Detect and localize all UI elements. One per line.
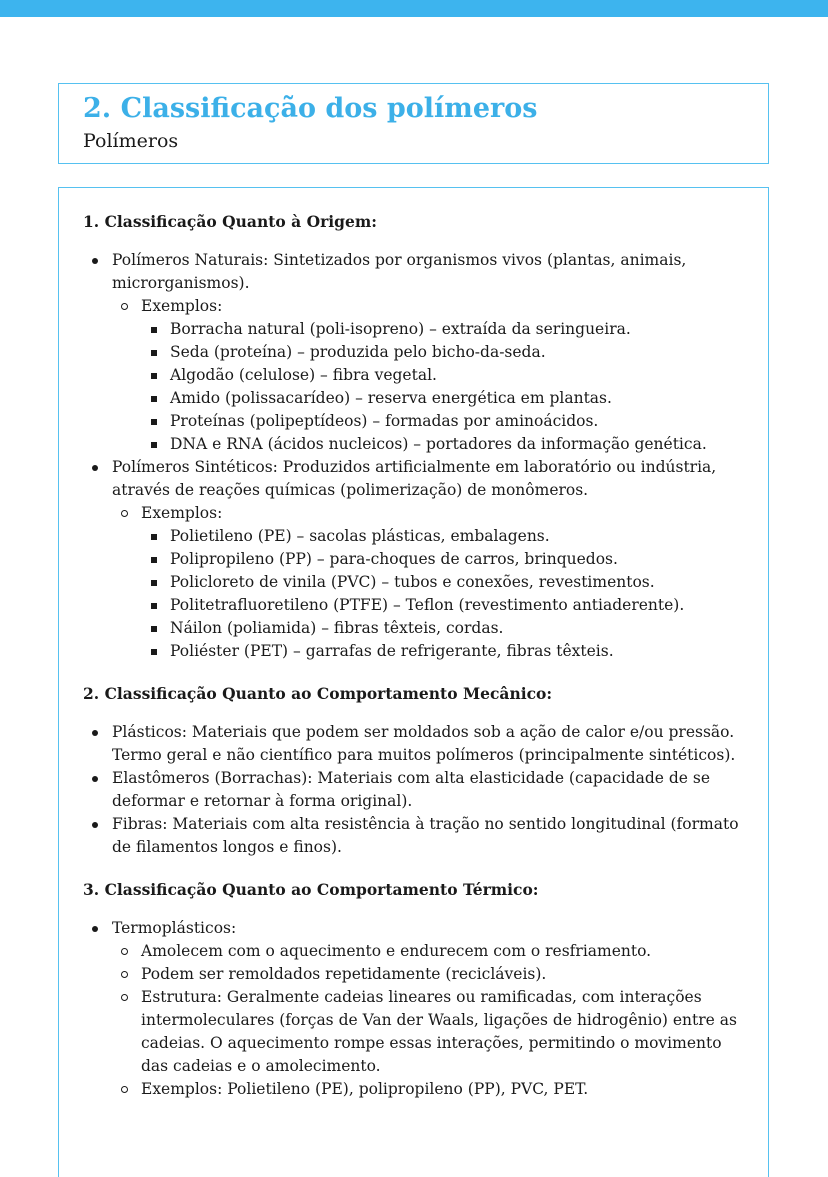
list-item: Plásticos: Materiais que podem ser moldados sob a ação de calor e/ou pressão. Termo geral e não científico para muitos polímeros (principalmente sintéticos).	[83, 721, 748, 767]
example-item: Náilon (poliamida) – fibras têxteis, cordas.	[141, 617, 748, 640]
list-item: Fibras: Materiais com alta resistência à tração no sentido longitudinal (formato de filamentos longos e finos).	[83, 813, 748, 859]
example-item: Amido (polissacarídeo) – reserva energética em plantas.	[141, 387, 748, 410]
list-item-text: Polímeros Sintéticos: Produzidos artificialmente em laboratório ou indústria, através de reações químicas (polimerização) de monômeros.	[112, 458, 717, 499]
top-accent-bar	[0, 0, 828, 17]
examples-list	[141, 318, 748, 456]
sub-list-item: Exemplos: Polietileno (PE), polipropileno (PP), PVC, PET.	[112, 1078, 748, 1101]
list-item-text: Polímeros Naturais: Sintetizados por organismos vivos (plantas, animais, microrganismos).	[112, 251, 687, 292]
section-origin	[83, 211, 748, 663]
bullet-list	[83, 249, 748, 663]
list-item	[83, 456, 748, 663]
list-item	[83, 917, 748, 1101]
example-item: Polietileno (PE) – sacolas plásticas, embalagens.	[141, 525, 748, 548]
list-item-text: Termoplásticos:	[112, 919, 237, 937]
example-item: Poliéster (PET) – garrafas de refrigerante, fibras têxteis.	[141, 640, 748, 663]
example-item: Politetrafluoretileno (PTFE) – Teflon (revestimento antiaderente).	[141, 594, 748, 617]
section-header	[58, 83, 769, 164]
list-item	[112, 295, 748, 456]
example-item: Proteínas (polipeptídeos) – formadas por aminoácidos.	[141, 410, 748, 433]
section-heading: 1. Classificação Quanto à Origem:	[83, 212, 377, 231]
example-item: DNA e RNA (ácidos nucleicos) – portadores da informação genética.	[141, 433, 748, 456]
bullet-list	[83, 917, 748, 1101]
content-panel	[58, 187, 769, 1177]
list-item: Elastômeros (Borrachas): Materiais com alta elasticidade (capacidade de se deformar e retornar à forma original).	[83, 767, 748, 813]
sub-list-item: Estrutura: Geralmente cadeias lineares ou ramificadas, com interações intermoleculares (forças de Van der Waals, ligações de hidrogênio) entre as cadeias. O aquecimento rompe essas interações, permitindo o movimento das cadeias e o amolecimento.	[112, 986, 748, 1078]
example-item: Algodão (celulose) – fibra vegetal.	[141, 364, 748, 387]
page-subtitle: Polímeros	[83, 130, 179, 152]
section-heading: 3. Classificação Quanto ao Comportamento Térmico:	[83, 880, 539, 899]
page-title: 2. Classificação dos polímeros	[83, 93, 538, 124]
examples-list	[141, 525, 748, 663]
example-item: Polipropileno (PP) – para-choques de carros, brinquedos.	[141, 548, 748, 571]
examples-label: Exemplos:	[141, 297, 223, 315]
list-item	[83, 249, 748, 456]
section-thermal	[83, 879, 748, 1101]
sub-list	[112, 295, 748, 456]
example-item: Borracha natural (poli-isopreno) – extraída da seringueira.	[141, 318, 748, 341]
example-item: Seda (proteína) – produzida pelo bicho-da-seda.	[141, 341, 748, 364]
section-heading: 2. Classificação Quanto ao Comportamento Mecânico:	[83, 684, 553, 703]
example-item: Policloreto de vinila (PVC) – tubos e conexões, revestimentos.	[141, 571, 748, 594]
sub-list-item: Amolecem com o aquecimento e endurecem com o resfriamento.	[112, 940, 748, 963]
section-mechanical	[83, 683, 748, 859]
sub-list	[112, 940, 748, 1101]
examples-label: Exemplos:	[141, 504, 223, 522]
sub-list-item: Podem ser remoldados repetidamente (recicláveis).	[112, 963, 748, 986]
bullet-list	[83, 721, 748, 859]
list-item	[112, 502, 748, 663]
sub-list	[112, 502, 748, 663]
